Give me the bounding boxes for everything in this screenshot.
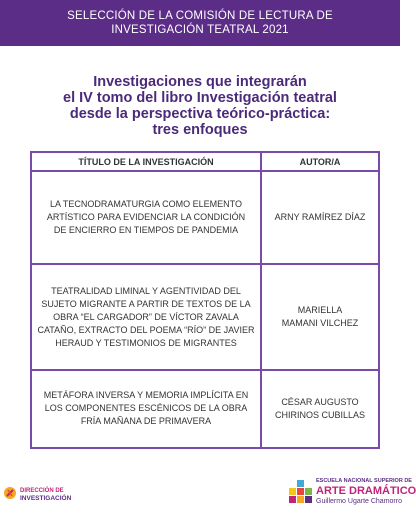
page-title [20, 74, 380, 138]
header-line-1: SELECCIÓN DE LA COMISIÓN DE LECTURA DE [67, 10, 333, 22]
research-table [30, 151, 380, 449]
school-text [316, 478, 416, 506]
column-header-author: AUTOR/A [261, 153, 378, 171]
school-small-line: ESCUELA NACIONAL SUPERIOR DE [316, 478, 412, 484]
table-row [32, 264, 378, 370]
school-logo [288, 470, 416, 516]
research-direction-text [20, 488, 71, 502]
table-row [32, 370, 378, 447]
column-header-title: TÍTULO DE LA INVESTIGACIÓN [32, 153, 261, 171]
title-line-4: tres enfoques [152, 122, 248, 138]
author-cell: CÉSAR AUGUSTO CHIRINOS CUBILLAS [261, 370, 378, 447]
research-logo-icon [3, 486, 17, 500]
school-emblem-icon [288, 476, 314, 506]
research-title-cell: TEATRALIDAD LIMINAL Y AGENTIVIDAD DEL SUJETO MIGRANTE A PARTIR DE TEXTOS DE LA OBRA “EL CARGADOR” DE VÍCTOR ZAVALA CATAÑO, EXTRACTO DEL POEMA “RÍO” DE JAVIER HERAUD Y TESTIMONIOS DE MIGRANTES [32, 264, 261, 370]
title-line-1: Investigaciones que integrarán [93, 74, 307, 90]
school-name-line: Guillermo Ugarte Chamorro [316, 498, 402, 505]
school-big-line: ARTE DRAMÁTICO [316, 485, 416, 497]
author-cell: ARNY RAMÍREZ DÍAZ [274, 212, 366, 223]
table-row [32, 171, 378, 264]
research-direction-logo [0, 470, 120, 516]
research-title-cell: METÁFORA INVERSA Y MEMORIA IMPLÍCITA EN LOS COMPONENTES ESCÉNICOS DE LA OBRA FRÍA MAÑANA DE PRIMAVERA [32, 370, 261, 447]
dir-line-1: DIRECCIÓN DE [20, 488, 64, 494]
author-cell: MARIELLA MAMANI VILCHEZ [261, 264, 378, 370]
dir-line-2: INVESTIGACIÓN [20, 495, 72, 502]
title-line-2: el IV tomo del libro Investigación teatral [63, 90, 337, 106]
research-title-cell: LA TECNODRAMATURGIA COMO ELEMENTO ARTÍSTICO PARA EVIDENCIAR LA CONDICIÓN DE ENCIERRO EN TIEMPOS DE PANDEMIA [32, 171, 261, 264]
header-line-2: INVESTIGACIÓN TEATRAL 2021 [111, 24, 289, 36]
title-line-3: desde la perspectiva teórico-práctica: [69, 106, 331, 122]
header-banner [0, 0, 400, 46]
